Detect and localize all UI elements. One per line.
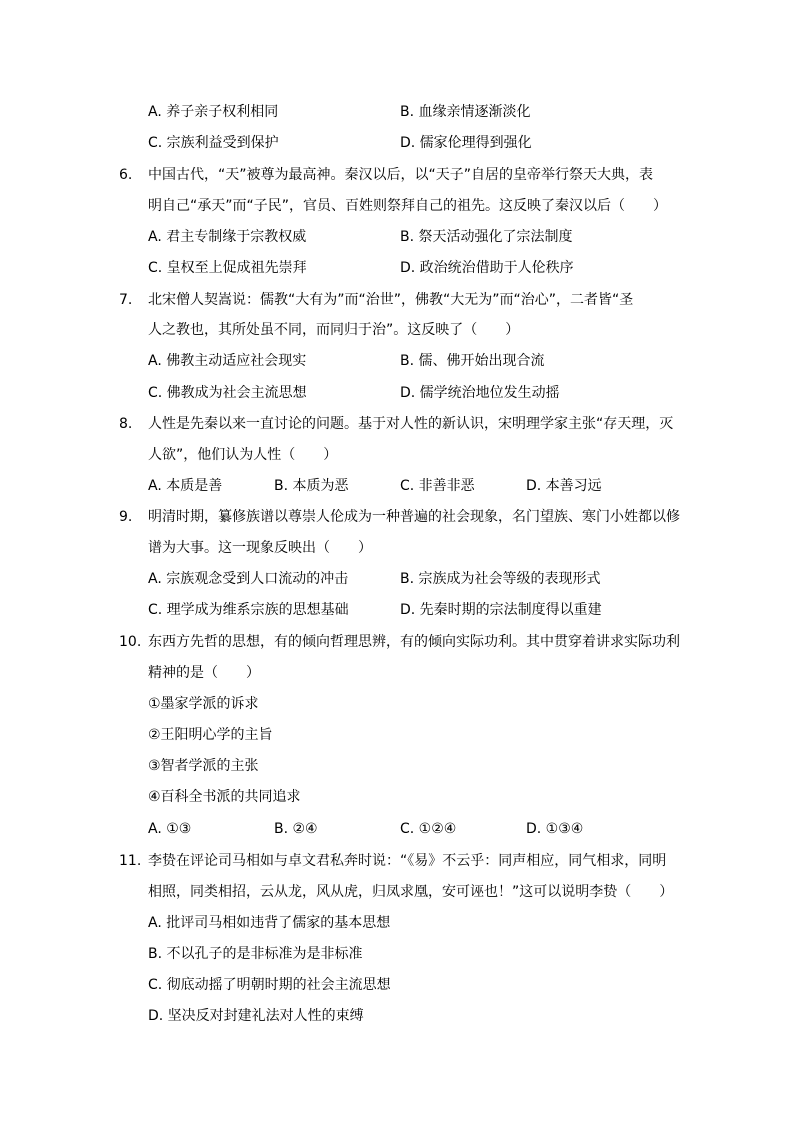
q7-stem-line-1: 北宋僧人契嵩说：儒教“大有为”而“治世”，佛教“大无为”而“治心”，二者皆“圣: [148, 292, 634, 308]
q10-stem-line-2: 精神的是（ ）: [148, 665, 260, 681]
q6-stem-line-2: 明自己“承天”而“子民”，官员、百姓则祭拜自己的祖先。这反映了秦汉以后（ ）: [148, 198, 668, 214]
q11-option-d: D. 坚决反对封建礼法对人性的束缚: [148, 1008, 364, 1024]
q6-option-c: C. 皇权至上促成祖先崇拜: [148, 260, 307, 276]
q7-option-a: A. 佛教主动适应社会现实: [148, 353, 307, 369]
q7-option-b: B. 儒、佛开始出现合流: [400, 353, 545, 369]
q10-item-4: ④百科全书派的共同追求: [148, 789, 301, 805]
q8-number: 8.: [119, 416, 133, 432]
q11-stem-line-1: 李贽在评论司马相如与卓文君私奔时说：“《易》不云乎：同声相应，同气相求，同明: [148, 853, 667, 869]
q5-option-d: D. 儒家伦理得到强化: [400, 135, 532, 151]
q8-stem-line-1: 人性是先秦以来一直讨论的问题。基于对人性的新认识，宋明理学家主张“存天理，灭: [148, 416, 674, 432]
q6-option-b: B. 祭天活动强化了宗法制度: [400, 229, 573, 245]
q9-number: 9.: [119, 509, 133, 525]
q11-option-a: A. 批评司马相如违背了儒家的基本思想: [148, 915, 391, 931]
q7-number: 7.: [119, 292, 133, 308]
q9-option-c: C. 理学成为维系宗族的思想基础: [148, 602, 349, 618]
q9-stem-line-1: 明清时期，纂修族谱以尊崇人伦成为一种普遍的社会现象，名门望族、寒门小姓都以修: [148, 509, 680, 525]
q10-option-d: D. ①③④: [526, 821, 584, 837]
q11-option-c: C. 彻底动摇了明朝时期的社会主流思想: [148, 977, 391, 993]
q8-option-d: D. 本善习远: [526, 478, 602, 494]
q8-stem-line-2: 人欲”，他们认为人性（ ）: [148, 447, 338, 463]
q5-option-b: B. 血缘亲情逐渐淡化: [400, 104, 531, 120]
q8-option-b: B. 本质为恶: [274, 478, 349, 494]
q8-option-c: C. 非善非恶: [400, 478, 475, 494]
q10-item-1: ①墨家学派的诉求: [148, 696, 259, 712]
q5-option-a: A. 养子亲子权利相同: [148, 104, 279, 120]
q5-option-c: C. 宗族利益受到保护: [148, 135, 279, 151]
q8-option-a: A. 本质是善: [148, 478, 223, 494]
q10-option-c: C. ①②④: [400, 821, 457, 837]
q9-stem-line-2: 谱为大事。这一现象反映出（ ）: [148, 540, 372, 556]
q6-number: 6.: [119, 167, 133, 183]
q9-option-a: A. 宗族观念受到人口流动的冲击: [148, 571, 349, 587]
q6-option-a: A. 君主专制缘于宗教权威: [148, 229, 307, 245]
q10-item-3: ③智者学派的主张: [148, 758, 259, 774]
q11-stem-line-2: 相照，同类相招，云从龙，风从虎，归凤求凰，安可诬也！”这可以说明李贽（ ）: [148, 884, 674, 900]
q7-stem-line-2: 人之教也，其所处虽不同，而同归于治”。这反映了（ ）: [148, 322, 520, 338]
q9-option-b: B. 宗族成为社会等级的表现形式: [400, 571, 601, 587]
q10-item-2: ②王阳明心学的主旨: [148, 727, 273, 743]
q11-number: 11.: [119, 853, 142, 869]
q7-option-d: D. 儒学统治地位发生动摇: [400, 385, 560, 401]
q10-option-b: B. ②④: [274, 821, 318, 837]
q6-option-d: D. 政治统治借助于人伦秩序: [400, 260, 574, 276]
q9-option-d: D. 先秦时期的宗法制度得以重建: [400, 602, 602, 618]
q6-stem-line-1: 中国古代，“天”被尊为最高神。秦汉以后，以“天子”自居的皇帝举行祭天大典，表: [148, 167, 654, 183]
q10-number: 10.: [119, 634, 142, 650]
q11-option-b: B. 不以孔子的是非标准为是非标准: [148, 946, 363, 962]
q7-option-c: C. 佛教成为社会主流思想: [148, 385, 307, 401]
q10-option-a: A. ①③: [148, 821, 192, 837]
q10-stem-line-1: 东西方先哲的思想，有的倾向哲理思辨，有的倾向实际功利。其中贯穿着讲求实际功利: [148, 634, 680, 650]
